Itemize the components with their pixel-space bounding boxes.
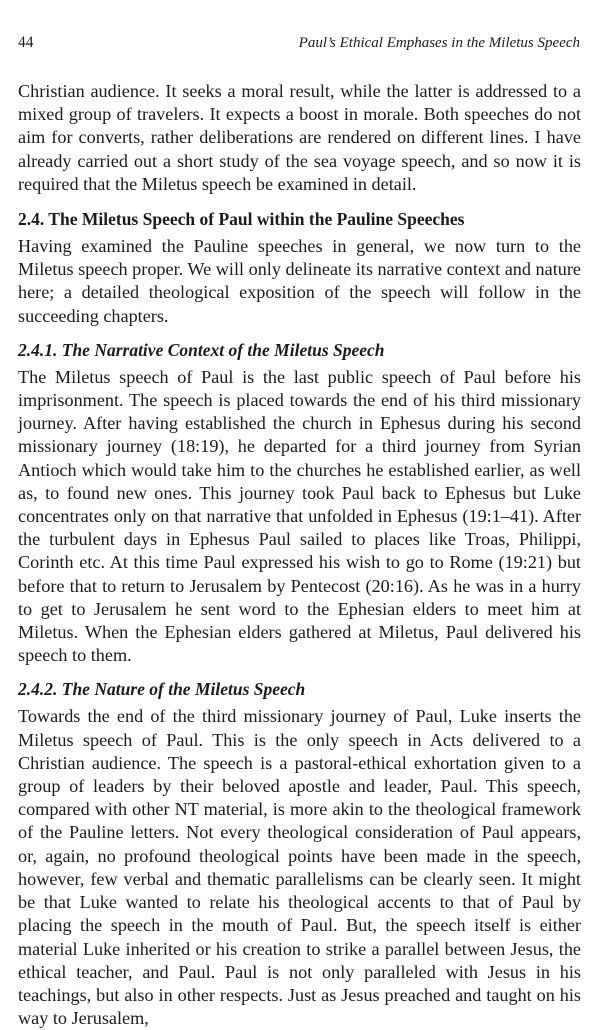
page-number: 44 [18,34,34,51]
paragraph-intro-miletus: Having examined the Pauline speeches in general, we now turn to the Miletus speech proper. We will only delineate its narrative context and nature here; a detailed theological exposition of the speech will follow in the succeeding chapters. [18,236,581,326]
paragraph-narrative-context: The Miletus speech of Paul is the last public speech of Paul before his imprisonment. The speech is placed towards the end of his third missionary journey. After having established the church in Ephesus during his second missionary journey (18:19), he departed for a third journey from Syrian Antioch which would take him to the churches he established earlier, as well as, to found new ones. This journey took Paul back to Ephesus but Luke concentrates only on that narrative that unfolded in Ephesus (19:1–41). After the turbulent days in Ephesus Paul sailed to places like Troas, Philippi, Corinth etc. At this time Paul expressed his wish to go to Rome (19:21) but before that to return to Jerusalem by Pentecost (20:16). As he was in a hurry to get to Jerusalem he sent word to the Ephesian elders to meet him at Miletus. When the Ephesian elders gathered at Miletus, Paul delivered his speech to them. [18,366,581,666]
running-title: Paul’s Ethical Emphases in the Miletus Speech [298,35,580,51]
body-text [18,80,581,1030]
section-heading-2-4: 2.4. The Miletus Speech of Paul within the Pauline Speeches [18,209,465,230]
running-header [18,34,580,56]
subsection-heading-2-4-1: 2.4.1. The Narrative Context of the Miletus Speech [18,339,385,360]
paragraph-continuation: Christian audience. It seeks a moral result, while the latter is addressed to a mixed group of travelers. It expects a boost in morale. Both speeches do not aim for converts, rather deliberations are rendered on different lines. I have already carried out a short study of the sea voyage speech, and so now it is required that the Miletus speech be examined in detail. [18,81,581,194]
paragraph-nature: Towards the end of the third missionary journey of Paul, Luke inserts the Miletus speech of Paul. This is the only speech in Acts delivered to a Christian audience. The speech is a pastoral-ethical exhortation given to a group of leaders by their beloved apostle and leader, Paul. This speech, compared with other NT material, is more akin to the theological framework of the Pauline letters. Not every theological consideration of Paul appears, or, again, no profound theological points have been made in the speech, however, few verbal and thematic parallelisms can be clearly seen. It might be that Luke wanted to relate his theological accents to that of Paul by placing the speech in the mouth of Paul. But, the speech itself is either material Luke inherited or his creation to strike a parallel between Jesus, the ethical teacher, and Paul. Paul is not only paralleled with Jesus in his teachings, but also in other respects. Just as Jesus preached and taught on his way to Jerusalem, [18,706,581,1029]
subsection-heading-2-4-2: 2.4.2. The Nature of the Miletus Speech [18,679,306,700]
